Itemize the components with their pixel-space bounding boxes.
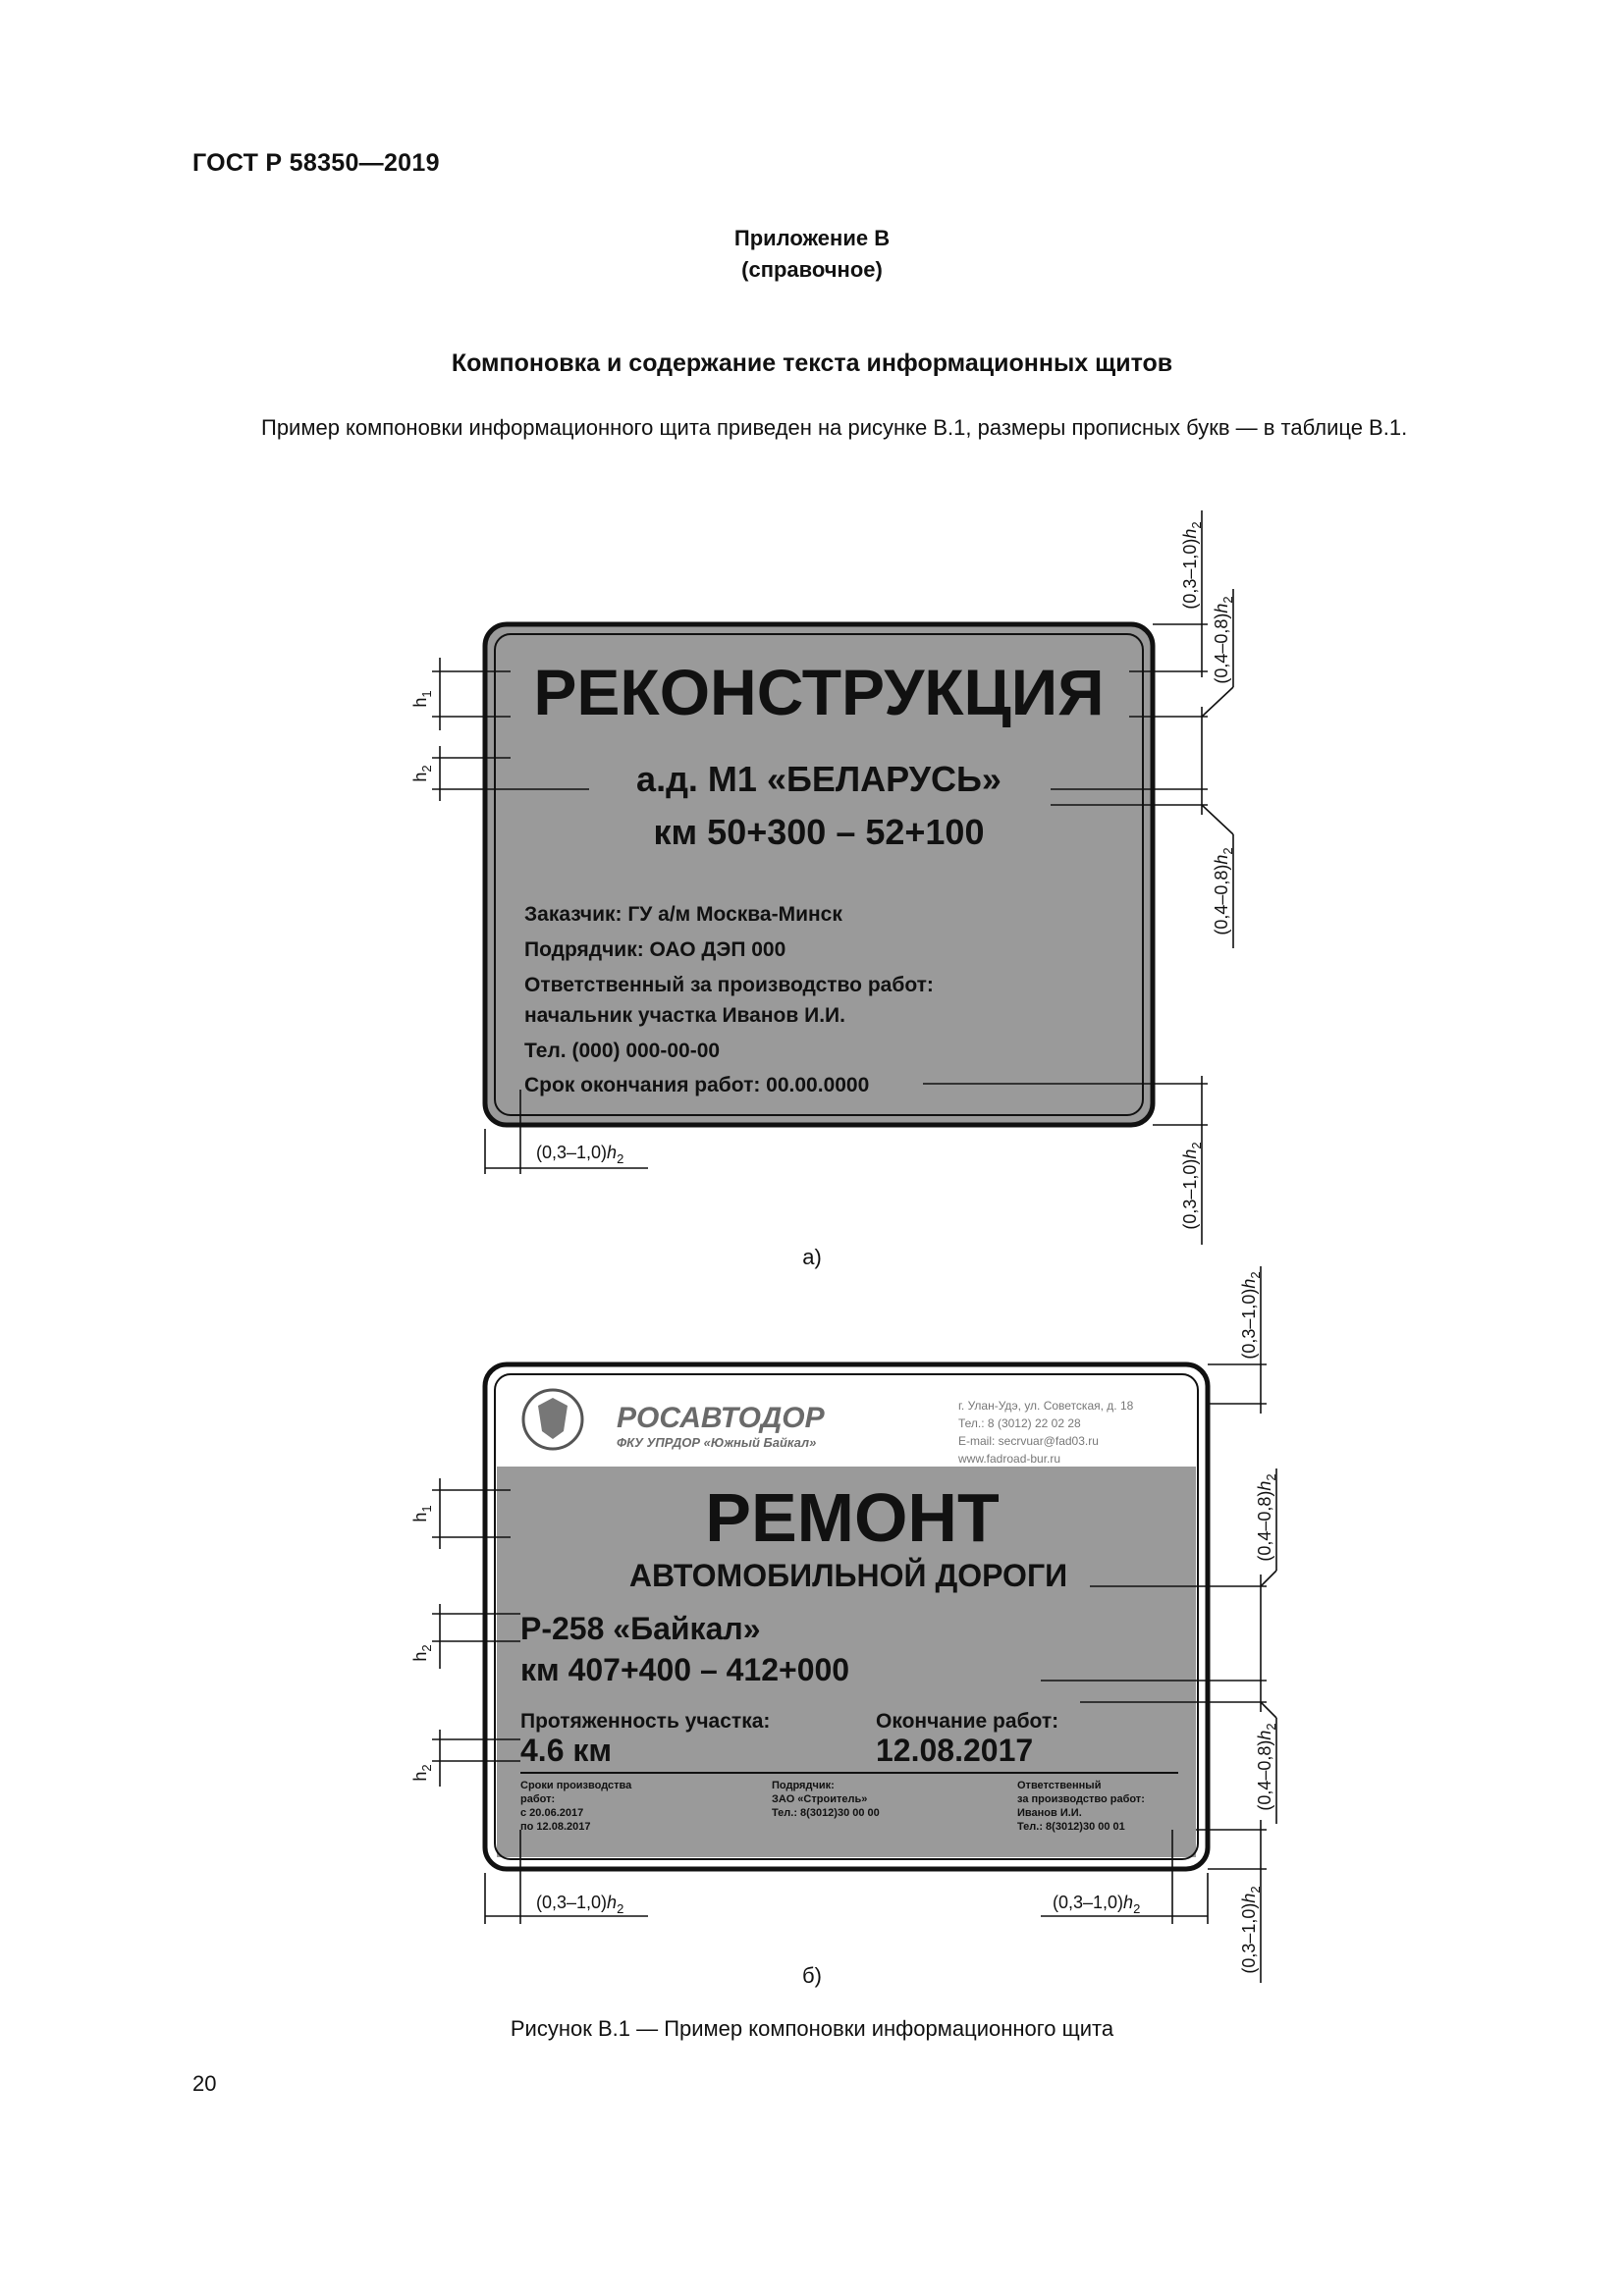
svg-text:h2: $h_2$	[410, 1644, 434, 1662]
figure-b	[0, 1266, 1624, 2012]
col2-line: Подрядчик:	[772, 1780, 835, 1791]
svg-text:(0,4–0,8)h2: $(0,4-0,8)h_2$	[1212, 596, 1235, 684]
svg-text:h2: $h_2$	[410, 1764, 434, 1782]
logo-name: РОСАВТОДОР	[617, 1402, 825, 1434]
sign-b-km: км 407+400 – 412+000	[520, 1652, 850, 1687]
svg-text:(0,3–1,0)h2: $(0,3-1,0)h_2$	[1239, 1271, 1263, 1360]
appendix-title: Приложение В	[733, 226, 891, 250]
col1-line: Сроки производства	[520, 1780, 632, 1791]
col2-line: ЗАО «Строитель»	[772, 1793, 868, 1805]
intro-text: Пример компоновки информационного щита приведен на рисунке В.1, размеры прописных букв — в таблице В.1.	[261, 415, 1408, 440]
end-label: Окончание работ:	[876, 1710, 1059, 1733]
figure-b-label: б)	[802, 1963, 822, 1988]
section-title: Компоновка и содержание текста информационных щитов	[451, 349, 1173, 377]
end-value: 12.08.2017	[876, 1733, 1034, 1768]
col1-line: по 12.08.2017	[520, 1821, 591, 1833]
sign-a-line: Тел. (000) 000-00-00	[524, 1040, 721, 1062]
col2-line: Тел.: 8(3012)30 00 00	[772, 1807, 880, 1819]
col3-line: Тел.: 8(3012)30 00 01	[1017, 1821, 1125, 1833]
svg-text:(0,3–1,0)h2: $(0,3-1,0)h_2$	[1180, 521, 1204, 610]
logo-subtitle: ФКУ УПРДОР «Южный Байкал»	[617, 1435, 817, 1450]
intro-paragraph	[192, 412, 1508, 444]
appendix-subtitle: (справочное)	[741, 257, 883, 282]
svg-text:(0,4–0,8)h2: $(0,4-0,8)h_2$	[1255, 1723, 1278, 1811]
length-value: 4.6 км	[520, 1733, 613, 1768]
contact-line: E-mail: secrvuar@fad03.ru	[958, 1434, 1099, 1448]
sign-a-line: Ответственный за производство работ:	[524, 974, 934, 996]
sign-a-km: км 50+300 – 52+100	[653, 812, 985, 852]
sign-a-line: Подрядчик: ОАО ДЭП 000	[524, 938, 786, 961]
figure-a-label: а)	[802, 1245, 822, 1269]
sign-b-road: Р-258 «Байкал»	[520, 1611, 761, 1646]
sign-a-title: РЕКОНСТРУКЦИЯ	[533, 656, 1105, 728]
col1-line: с 20.06.2017	[520, 1807, 584, 1819]
svg-text:(0,4–0,8)h2: $(0,4-0,8)h_2$	[1212, 847, 1235, 935]
svg-text:(0,3–1,0)h2: $(0,3-1,0)h_2$	[536, 1143, 624, 1166]
sign-a-line: Срок окончания работ: 00.00.0000	[524, 1074, 870, 1096]
page-number: 20	[192, 2071, 217, 2096]
contact-line: www.fadroad-bur.ru	[958, 1452, 1061, 1466]
sign-b-subtitle: АВТОМОБИЛЬНОЙ ДОРОГИ	[628, 1558, 1068, 1593]
svg-text:h1: $h_1$	[410, 1505, 434, 1522]
contact-line: г. Улан-Удэ, ул. Советская, д. 18	[958, 1399, 1134, 1413]
col1-line: работ:	[520, 1793, 556, 1805]
svg-text:(0,3–1,0)h2: $(0,3-1,0)h_2$	[536, 1893, 624, 1916]
col3-line: Ответственный	[1017, 1780, 1102, 1791]
contact-line: Тел.: 8 (3012) 22 02 28	[958, 1416, 1081, 1430]
figure-a	[0, 491, 1624, 1276]
svg-text:(0,4–0,8)h2: $(0,4-0,8)h_2$	[1255, 1473, 1278, 1562]
standard-number: ГОСТ Р 58350—2019	[192, 149, 440, 177]
figure-caption: Рисунок В.1 — Пример компоновки информационного щита	[510, 2016, 1114, 2041]
sign-a-road: а.д. М1 «БЕЛАРУСЬ»	[636, 759, 1001, 799]
svg-text:h2: $h_2$	[410, 765, 434, 782]
svg-text:(0,3–1,0)h2: $(0,3-1,0)h_2$	[1180, 1142, 1204, 1230]
col3-line: Иванов И.И.	[1017, 1807, 1082, 1819]
svg-text:(0,3–1,0)h2: $(0,3-1,0)h_2$	[1239, 1886, 1263, 1974]
sign-a-line: Заказчик: ГУ а/м Москва-Минск	[524, 903, 842, 926]
sign-b-title: РЕМОНТ	[705, 1479, 1000, 1556]
length-label: Протяженность участка:	[520, 1710, 771, 1733]
svg-text:h1: $h_1$	[410, 690, 434, 708]
svg-text:(0,3–1,0)h2: $(0,3-1,0)h_2$	[1053, 1893, 1141, 1916]
sign-a-line: начальник участка Иванов И.И.	[524, 1004, 845, 1027]
col3-line: за производство работ:	[1017, 1793, 1145, 1805]
